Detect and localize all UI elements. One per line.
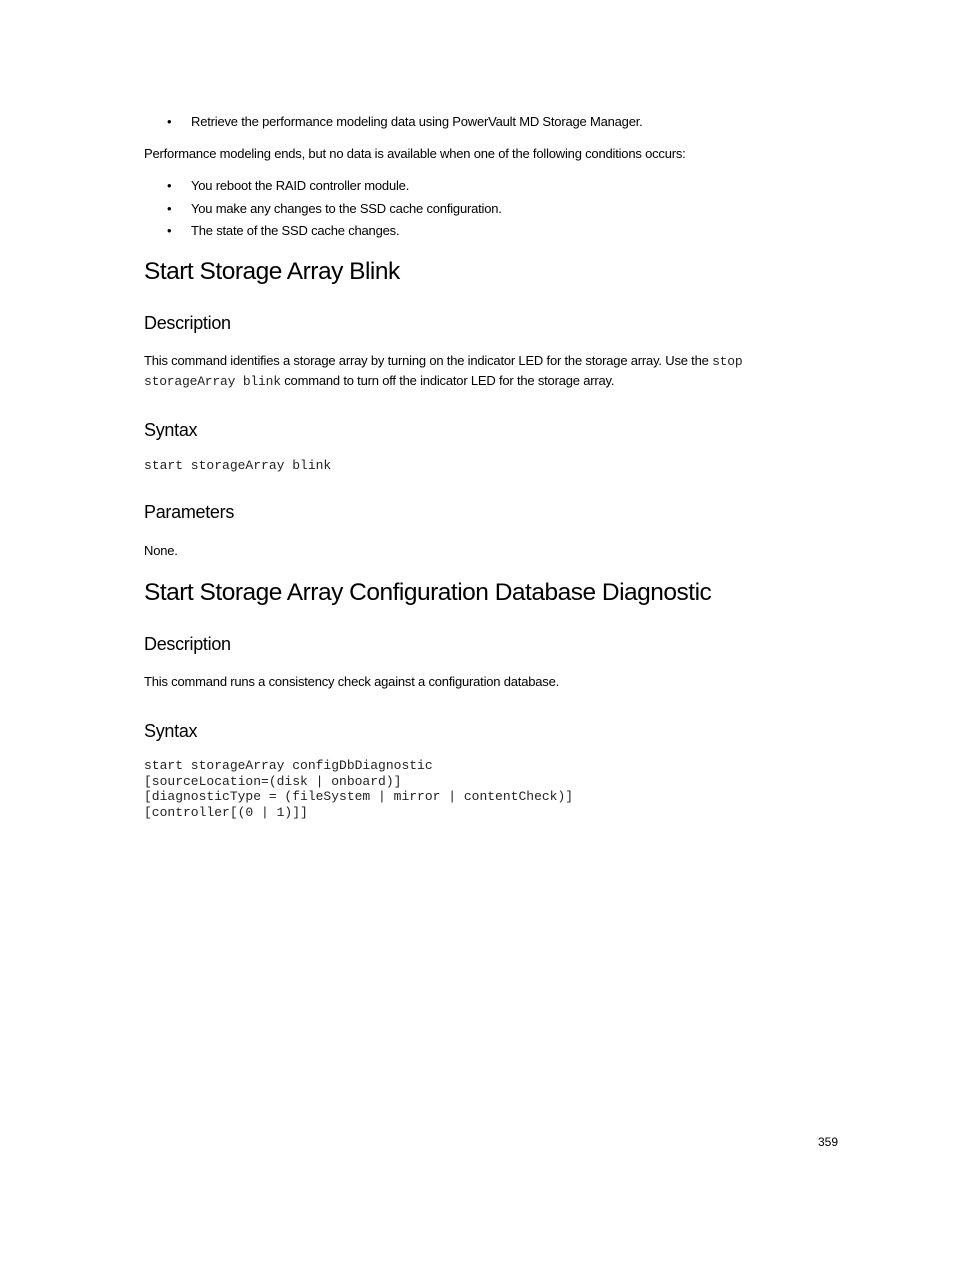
section-title: Start Storage Array Configuration Database Diagnostic: [144, 579, 712, 606]
description-heading: Description: [144, 634, 231, 654]
description-heading: Description: [144, 313, 231, 333]
parameters-text: None.: [144, 543, 178, 558]
paragraph: Performance modeling ends, but no data is available when one of the following conditions occurs:: [144, 146, 686, 161]
inline-code: stop: [712, 354, 743, 369]
bullet-icon: •: [167, 201, 172, 216]
syntax-code: [144, 758, 573, 820]
bullet-icon: •: [167, 178, 172, 193]
parameters-heading: Parameters: [144, 502, 235, 522]
bullet-icon: •: [167, 223, 172, 238]
description-text: command to turn off the indicator LED for the storage array.: [280, 373, 615, 388]
inline-code: storageArray blink: [144, 374, 281, 389]
list-item: Retrieve the performance modeling data using PowerVault MD Storage Manager.: [191, 114, 643, 129]
bullet-icon: •: [167, 114, 172, 129]
list-item: You make any changes to the SSD cache configuration.: [191, 201, 502, 216]
code-line: [sourceLocation=(disk | onboard)]: [144, 773, 402, 789]
code-line: [diagnosticType = (fileSystem | mirror | contentCheck)]: [144, 789, 574, 804]
description-line-2: [144, 371, 614, 392]
description-line-1: [144, 351, 742, 372]
section-title: Start Storage Array Blink: [144, 258, 400, 285]
list-item: The state of the SSD cache changes.: [191, 223, 400, 238]
code-line: [controller[(0 | 1)]]: [144, 804, 308, 820]
syntax-heading: Syntax: [144, 721, 198, 741]
list-item: You reboot the RAID controller module.: [191, 178, 410, 193]
description-text: This command identifies a storage array by turning on the indicator LED for the storage array. Use the: [144, 353, 713, 368]
page-number: 359: [818, 1135, 839, 1149]
code-line: start storageArray configDbDiagnostic: [144, 758, 433, 773]
description-text: This command runs a consistency check against a configuration database.: [144, 674, 560, 689]
syntax-code: start storageArray blink: [144, 458, 332, 473]
syntax-heading: Syntax: [144, 420, 198, 440]
